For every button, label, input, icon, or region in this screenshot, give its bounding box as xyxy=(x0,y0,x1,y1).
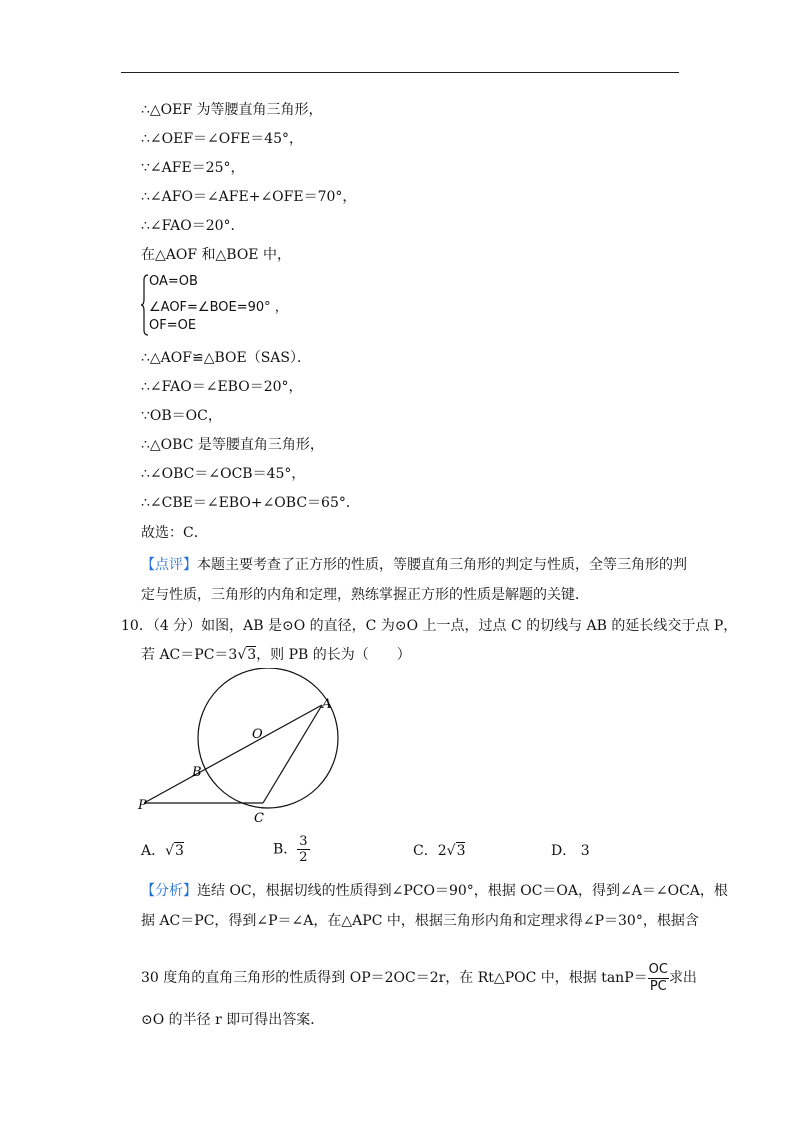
solution-line-12: ∴∠CBE＝∠EBO+∠OBC＝65°． xyxy=(141,495,360,511)
label-b: B xyxy=(192,765,202,780)
label-c: C xyxy=(254,811,264,826)
solution-line-9: ∵OB＝OC， xyxy=(141,408,222,424)
system-suffix: ， xyxy=(274,300,288,315)
solution-line-11: ∴∠OBC＝∠OCB＝45°， xyxy=(141,466,306,482)
geometry-figure xyxy=(136,668,356,828)
circle-o xyxy=(198,668,338,808)
question-stem-line-2: 若 AC＝PC＝3√3，则 PB 的长为（ ） xyxy=(141,647,411,663)
solution-line-3: ∵∠AFE＝25°， xyxy=(141,160,245,176)
option-c[interactable]: C．2√3 xyxy=(413,843,466,859)
system-row-1: OA=OB xyxy=(149,274,198,289)
analysis-line-4: ⊙O 的半径 r 即可得出答案． xyxy=(141,1012,325,1028)
solution-line-2: ∴∠OEF＝∠OFE＝45°， xyxy=(141,131,304,147)
system-row-3: OF=OE xyxy=(149,318,197,333)
label-p: P xyxy=(138,798,147,813)
system-row-2: ∠AOF=∠BOE=90° ， xyxy=(149,300,288,315)
solution-line-7: ∴△AOF≌△BOE（SAS）． xyxy=(141,350,312,366)
solution-line-1: ∴△OEF 为等腰直角三角形， xyxy=(141,102,323,118)
comment-tag: 【点评】 xyxy=(141,557,197,573)
sqrt-expression: √3 xyxy=(237,647,257,663)
left-brace-icon xyxy=(141,274,149,336)
analysis-line-3: 30 度角的直角三角形的性质得到 OP＝2OC＝2r，在 Rt△POC 中，根据 tanP＝ $\frac{OC}{PC}$ 求出 xyxy=(141,961,697,994)
fraction-oc-pc: $\frac{OC}{PC}$ xyxy=(648,961,668,994)
solution-line-4: ∴∠AFO＝∠AFE+∠OFE＝70°， xyxy=(141,189,357,205)
solution-line-10: ∴△OBC 是等腰直角三角形， xyxy=(141,437,324,453)
question-stem-line-1: 10．（4 分）如图，AB 是⊙O 的直径，C 为⊙O 上一点，过点 C 的切线与 AB 的延长线交于点 P， xyxy=(121,618,738,634)
solution-line-5: ∴∠FAO＝20°． xyxy=(141,218,245,234)
chord-ac xyxy=(263,705,322,803)
label-a: A xyxy=(322,697,332,712)
label-o: O xyxy=(252,727,263,742)
option-d[interactable]: D． 3 xyxy=(551,843,590,859)
line-pa xyxy=(144,705,322,803)
option-b[interactable]: B． $\frac{3}{2}$ xyxy=(273,834,308,865)
fraction: $\frac{3}{2}$ xyxy=(299,834,308,865)
analysis-tag: 【分析】 xyxy=(141,883,197,899)
answer-line: 故选：C． xyxy=(141,525,208,541)
comment-line-2: 定与性质，三角形的内角和定理，熟练掌握正方形的性质是解题的关键． xyxy=(141,587,589,603)
analysis-line-1: 【分析】连结 OC，根据切线的性质得到∠PCO＝90°，根据 OC＝OA，得到∠A＝∠OCA，根 xyxy=(141,883,728,899)
option-a[interactable]: A．√3 xyxy=(141,843,184,859)
analysis-line-2: 据 AC＝PC，得到∠P＝∠A，在△APC 中，根据三角形内角和定理求得∠P＝30°，根据含 xyxy=(141,913,699,929)
header-rule xyxy=(121,72,679,73)
solution-line-6: 在△AOF 和△BOE 中， xyxy=(141,247,291,263)
solution-line-8: ∴∠FAO＝∠EBO＝20°， xyxy=(141,379,303,395)
comment-line-1: 【点评】本题主要考查了正方形的性质，等腰直角三角形的判定与性质，全等三角形的判 xyxy=(141,557,687,573)
equation-system xyxy=(141,274,301,336)
